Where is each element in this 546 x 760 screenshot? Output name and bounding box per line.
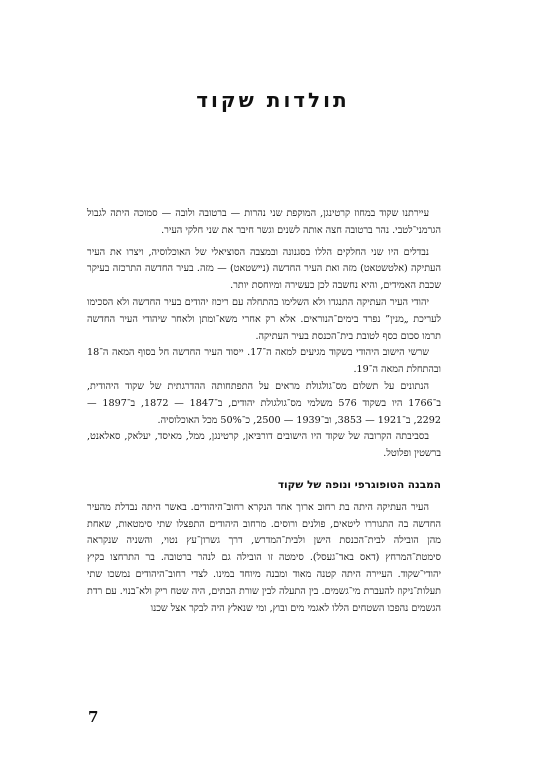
section-heading: המבנה הטופוגרפי ונופה של שקוד (277, 478, 441, 491)
page-number: 7 (88, 708, 99, 726)
paragraph: העיר העתיקה היתה בת רחוב ארוך אחד הנקרא רחוב־היהודים. באשר היתה נבדלת מהעיר החדשה בה התגוררו ליטאים, פולנים ורוסים. מרחוב היהודים התפצלו שתי סימטאות, שאחת מהן הובילה לבית־הכנסת הישן ולבית־המדרש, דרך גשרון־עץ נטוי, והשניה שנקראה סימטת־המרחץ (דאס באד־געסל). סימטה זו הובילה גם לנהר ברטובה. בר התרחצו בקיץ יהודי־שקוד. העיירה היתה קטנה מאוד ומבנה מיוחד במינו. לצדי רחוב־היהודים נמשכו שתי תעלות־ניקוז להעברת מי־גשמים. בין התעלה לבין שורת הבתים, היה שטח ריק ולא־בנוי. עם רדת הגשמים נהפכו השטחים הללו לאגמי מים ובוץ, ומי שנאלץ היה לבקר אצל שכנו (87, 501, 441, 614)
paragraph: שרשי הישוב היהודי בשקוד מגיעים למאה ה־17. ייסוד העיר החדשה חל בסוף המאה ה־18 ובהתחלת המאה ה־19. (87, 347, 441, 376)
body-text (87, 206, 441, 617)
paragraph: נבדלים היו שני החלקים הללו בסגנונה ובמצבה הסוציאלי של האוכלוסיה, ויצרו את העיר העתיקה (אלטשטאט) מזה ואת העיר החדשה (נײשטאט) — מזה. בעיר החדשה התרכזה בעיקר שכבת האמידים, והיא נחשבה לכן כעשירה ומיוחסת יותר. (87, 246, 441, 292)
chapter-title: תולדות שקוד (196, 88, 350, 112)
paragraph: בסביבתה הקרובה של שקוד היו הישובים דורבּיאן, קרטינגן, ממל, מאיסד, יעלאק, סאלאנט, ברשטין ופלוטל. (87, 431, 441, 460)
paragraph: יהודי העיר העתיקה התנגדו ולא השלימו בהתחלה עם ריכוז יהודים בעיר החדשה ולא הסכימו לעריכת „מנין” נפרד בימים־הנוראים. אלא רק אחרי משא־ומתן ולאחר שיהודי העיר החדשה תרמו סכום כסף לטובת בית־הכנסת בעיר העתיקה. (87, 296, 441, 342)
paragraph: עיירתנו שקוד במחוז קרטינגן, המוקפת שני נהרות — ברטובה ולובה — סמוכה היתה לגבול הגרמני־לטבי. נהר ברטובה חצה אותה לשנים וגשר חיבר את שני חלקי העיר. (87, 208, 441, 236)
paragraph: הנתונים על תשלום מס־גולגולת מראים על התפתחותה ההדרגתית של שקוד היהודית, ב־1766 היו בשקוד 576 משלמי מס־גולגולת יהודים, ב־1847 — 1872, ב־1897 — 2292, ב־1921 — 3853, וב־1939 — 2500, כ־50% מכל האוכלוסיה. (87, 380, 441, 426)
